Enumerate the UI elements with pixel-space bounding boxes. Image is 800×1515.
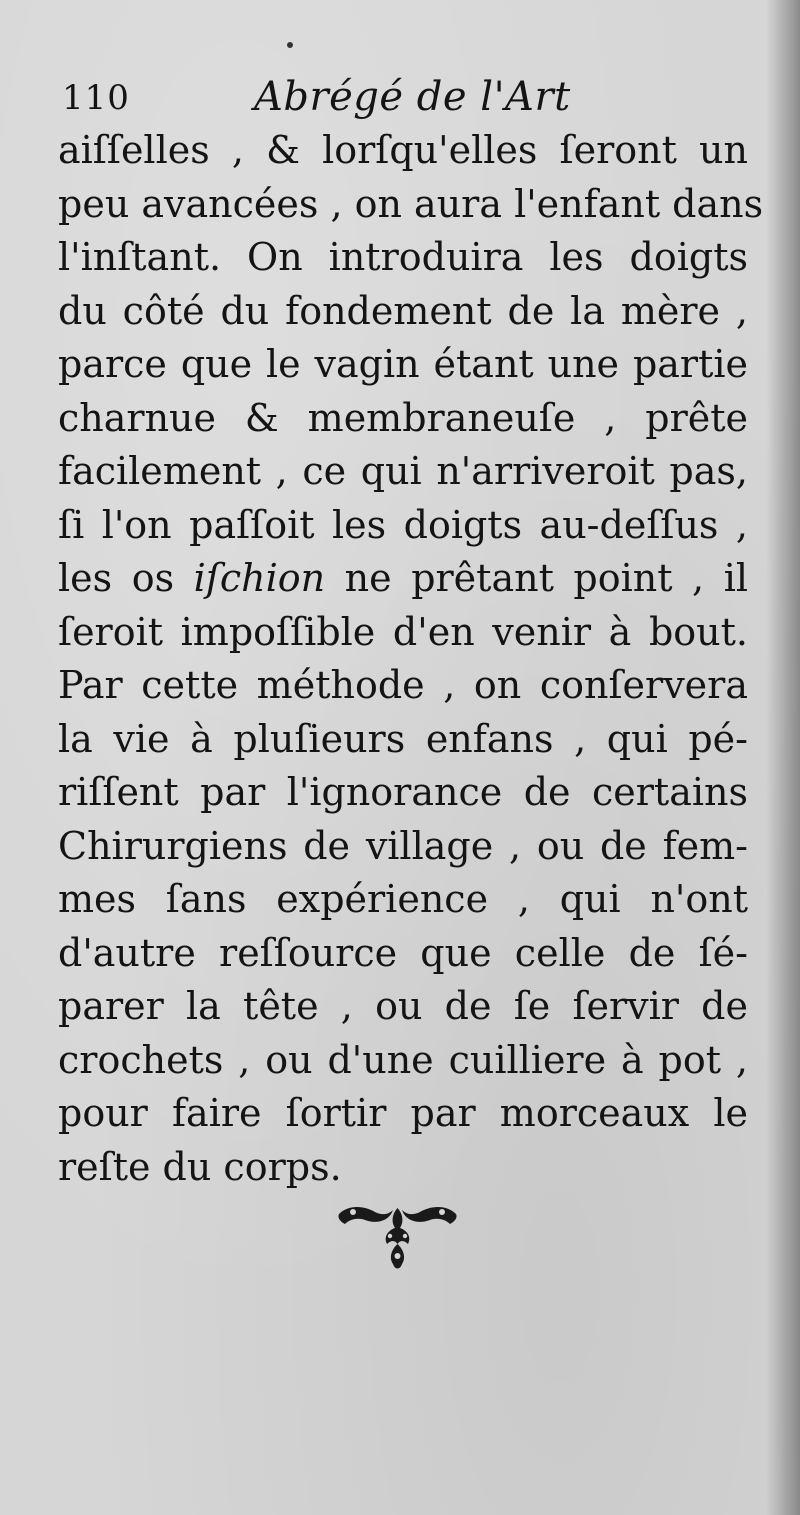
text-fragment: les os xyxy=(58,556,194,600)
text-line: facilement , ce qui n'arriveroit pas, xyxy=(58,449,748,493)
page-header xyxy=(62,70,752,130)
text-line: l'inſtant. On introduira les doigts xyxy=(58,235,748,279)
text-line: mes ſans expérience , qui n'ont xyxy=(58,877,748,921)
text-line: reſte du corps. xyxy=(58,1144,342,1189)
text-line: la vie à pluſieurs enfans , qui pé- xyxy=(58,716,748,761)
ink-speck xyxy=(287,42,293,48)
text-line xyxy=(58,552,748,606)
text-line: parer la tête , ou de ſe ſervir de xyxy=(58,984,748,1028)
text-line: crochets , ou d'une cuilliere à pot , xyxy=(58,1037,748,1082)
text-line: pour faire ſortir par morceaux le xyxy=(58,1091,748,1135)
text-line: ſeroit impoſſible d'en venir à bout. xyxy=(58,609,748,654)
text-line: riſſent par l'ignorance de certains xyxy=(58,770,748,814)
running-head: Abrégé de l'Art xyxy=(254,74,571,120)
text-line: Par cette méthode , on conſervera xyxy=(58,663,748,707)
text-line: peu avancées , on aura l'enfant dans xyxy=(58,181,764,226)
text-line: Chirurgiens de village , ou de fem- xyxy=(58,823,748,868)
text-line: aiſſelles , & lorſqu'elles ſeront un xyxy=(58,128,748,172)
italic-term: iſchion xyxy=(193,556,326,600)
text-line: parce que le vagin étant une partie xyxy=(58,342,748,386)
page-number: 110 xyxy=(62,78,130,118)
text-line: d'autre reſſource que celle de ſé- xyxy=(58,930,748,975)
text-line: charnue & membraneuſe , prête xyxy=(58,395,748,440)
text-line: ſi l'on paſſoit les doigts au-deſſus , xyxy=(58,502,748,547)
text-line: du côté du fondement de la mère , xyxy=(58,288,748,333)
body-text xyxy=(58,124,764,1194)
text-fragment: ne prêtant point , il xyxy=(325,556,748,600)
floral-tailpiece-icon xyxy=(335,1200,460,1275)
